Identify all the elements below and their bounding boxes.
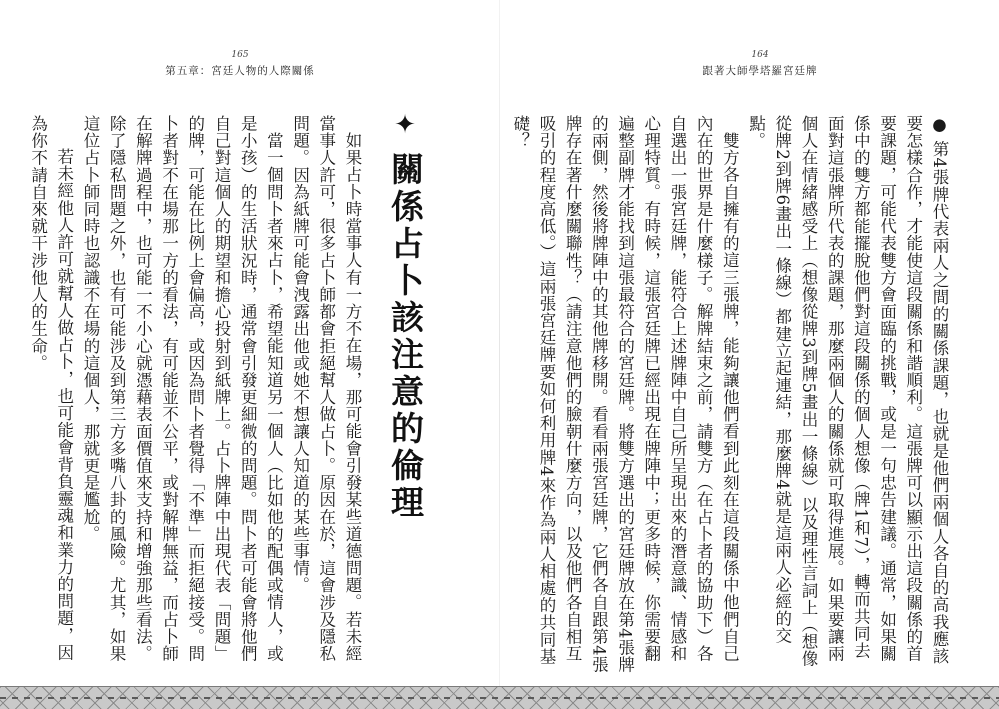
paragraph: ● 第4張牌代表兩人之間的關係課題，也就是他們兩個人各自的高我應該要怎樣合作，才能使這段關係和諧順利。這張牌可以顯示出這段關係的首要課題，可能代表雙方會面臨的挑戰，或是一句忠告建議。通常，如果關係中的雙方都能擺脫他們對這段關係的個人想像（牌1和7），轉而共同去面對這張牌所代表的課題，那麼兩個人的關係就可取得進展。如果要讓兩個人在情緒感受上（想像從牌3到牌5畫出一條線）以及理性言詞上（想像從牌2到牌6畫出一條線）都建立起連結，那麼牌4就是這兩人必經的交點。 — [746, 115, 949, 668]
section-heading-text: 關係占卜該注意的倫理 — [386, 152, 425, 522]
running-head: 第五章：宮廷人物的人際關係 — [165, 65, 315, 77]
left-body-text — [28, 115, 365, 675]
running-head: 跟著大師學塔羅宮廷牌 — [702, 65, 818, 77]
section-heading — [382, 110, 429, 522]
decorative-border — [0, 686, 999, 709]
sparkle-icon: ✦ — [390, 110, 420, 144]
page-number: 165 — [231, 50, 249, 60]
page-number: 164 — [751, 50, 769, 60]
paragraph: 如果占卜時當事人有一方不在場，那可能會引發某些道德問題。若未經當事人許可，很多占卜師都會拒絕幫人做占卜。原因在於，這會涉及隱私問題。因為紙牌可能會洩露出他或她不想讓人知道的某些事情。 — [290, 115, 362, 663]
paragraph: 當一個問卜者來占卜，希望能知道另一個人（比如他的配偶或情人，或是小孩）的生活狀況時，通常會引發更細微的問題。問卜者可能會將他們自己對這個人的期望和擔心投射到紙牌上。占卜牌陣中出現代表「問題」的牌，可能在比例上會偏高，或因為問卜者覺得「不準」而拒絕接受。問卜者對不在場那一方的看法，有可能並不公平，或對解牌無益，而占卜師在解牌過程中，也可能一不小心就憑藉表面價值來支持和增強那些看法。除了隱私問題之外，也有可能涉及到第三方多嘴八卦的風險。尤其，如果這位占卜師同時也認識不在場的這個人，那就更是尷尬。 — [80, 115, 284, 663]
left-page — [0, 0, 499, 709]
paragraph: 若未經他人許可就幫人做占卜，也可能會背負靈魂和業力的問題，因為你不請自來就干涉他人的生命。 — [28, 115, 74, 661]
right-page — [500, 0, 999, 709]
right-body-text — [510, 115, 952, 675]
paragraph: 雙方各自擁有的這三張牌，能夠讓他們看到此刻在這段關係中他們自己內在的世界是什麼樣子。解牌結束之前，請雙方（在占卜者的協助下）各自選出一張宮廷牌，能符合上述牌陣中自己所呈現出來的潛意識、情感和心理特質。有時候，這張宮廷牌已經出現在牌陣中；更多時候，你需要翻遍整副牌才能找到這張最符合的宮廷牌。將雙方選出的宮廷牌放在第4張牌的兩側，然後將牌陣中的其他牌移開。看看兩張宮廷牌，它們各自跟第4張牌存在著什麼關聯性？（請注意他們的臉朝什麼方向，以及他們各自相互吸引的程度高低。）這兩張宮廷牌要如何利用牌4來作為兩人相處的共同基礎？ — [510, 115, 740, 674]
